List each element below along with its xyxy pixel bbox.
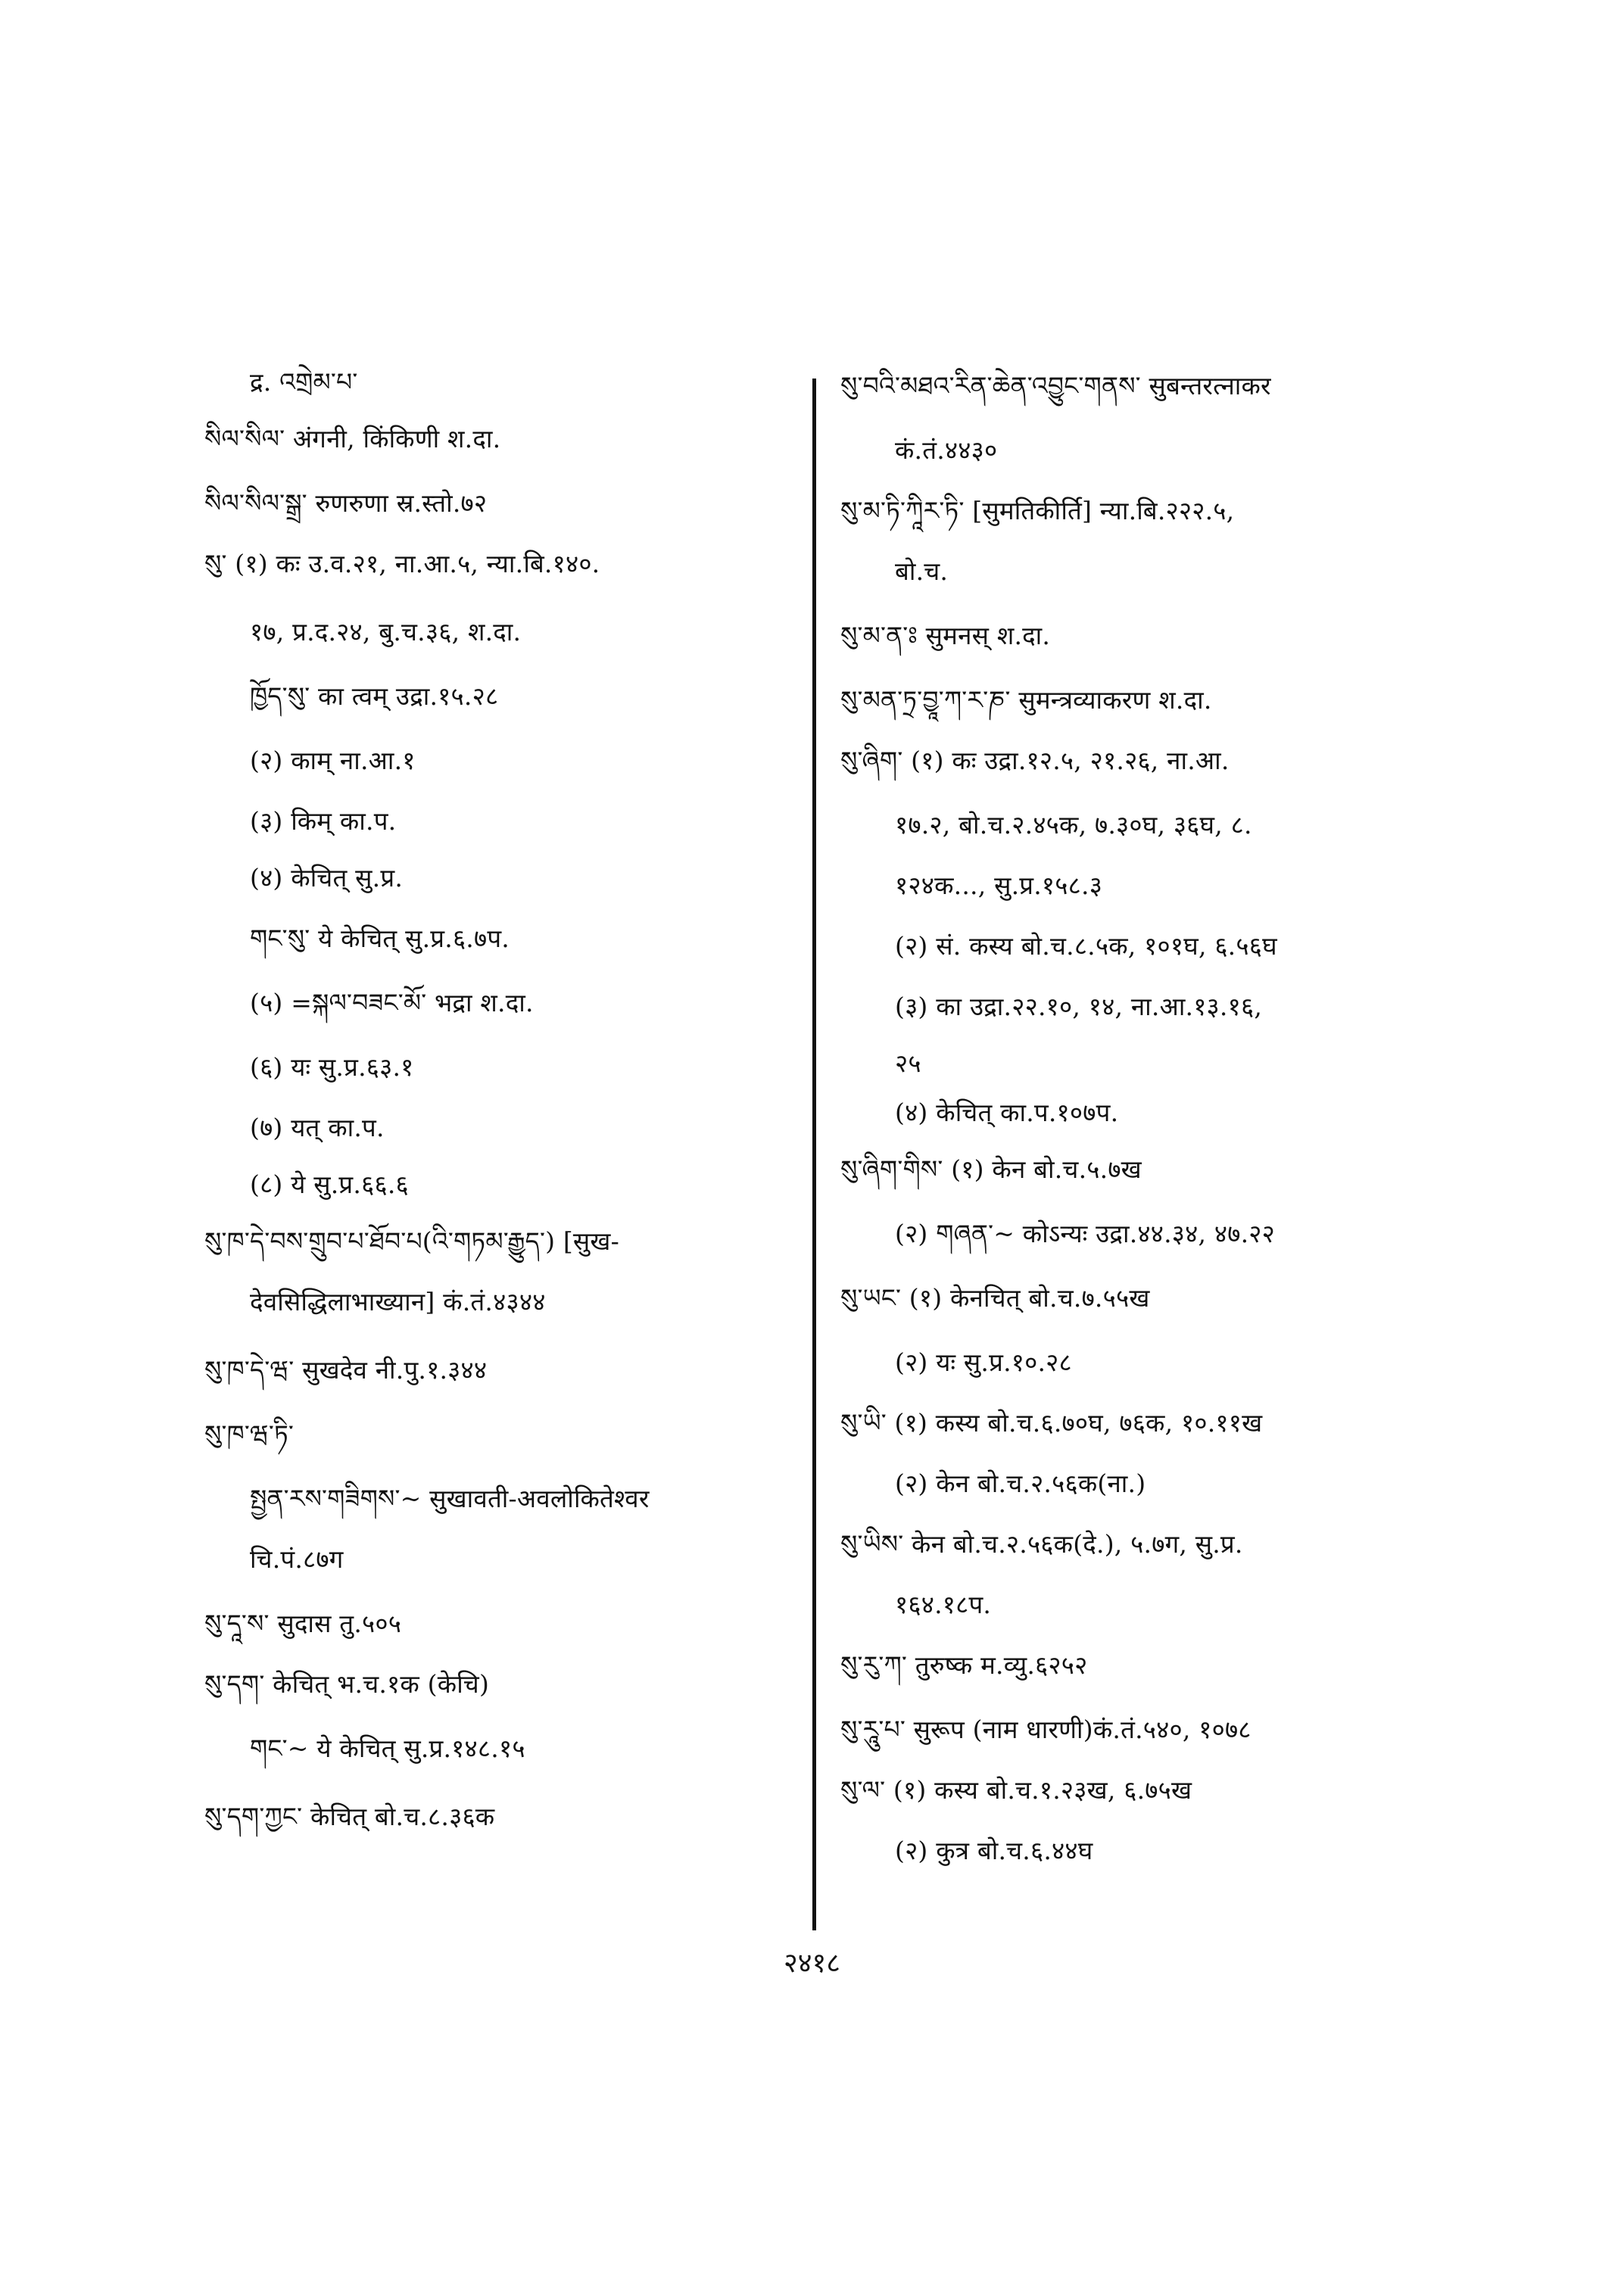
right-entry-line: २५ <box>895 1048 921 1078</box>
right-entry-line: སུ་རཱུ་པ་ सुरूप (नाम धारणी)कं.तं.५४०, १०७८ <box>840 1715 1252 1744</box>
left-entry-line: देवसिद्धिलाभाख्यान] कं.तं.४३४४ <box>250 1287 546 1316</box>
right-entry-line: १७.२, बो.च.२.४५क, ७.३०घ, ३६घ, ८. <box>895 810 1252 840</box>
right-entry-line: སུ་ཡི་ (१) कस्य बो.च.६.७०घ, ७६क, १०.११ख <box>840 1408 1263 1438</box>
right-entry-line: སུ་ཞིག་ (१) कः उद्रा.१२.५, २१.२६, ना.आ. <box>840 746 1230 775</box>
left-entry-line: (३) किम् का.प. <box>250 806 397 836</box>
right-entry-line: (२) གཞན་~ कोऽन्यः उद्रा.४४.३४, ४७.२२ <box>895 1219 1276 1248</box>
right-entry-line: (२) यः सु.प्र.१०.२८ <box>895 1347 1072 1377</box>
left-entry-line: (२) काम् ना.आ.१ <box>250 746 416 775</box>
right-entry-line: སུ་མ་ན་ཿ सुमनस् श.दा. <box>840 621 1051 650</box>
right-entry-line: (२) कुत्र बो.च.६.४४घ <box>895 1836 1093 1865</box>
right-entry-line: སུ་ཞིག་གིས་ (१) केन बो.च.५.७ख <box>840 1154 1142 1184</box>
left-entry-line: (७) यत् का.प. <box>250 1113 385 1142</box>
left-entry-line: १७, प्र.द.२४, बु.च.३६, श.दा. <box>250 617 522 646</box>
left-entry-line: ཁྱོད་སུ་ का त्वम् उद्रा.१५.२८ <box>250 681 499 711</box>
right-entry-line: कं.तं.४४३० <box>895 435 998 465</box>
right-entry-line: སུ་མན་ཏྲ་བྱཱ་ཀ་ར་ཎ་ सुमन्त्रव्याकरण श.दा. <box>840 685 1212 715</box>
column-divider <box>812 379 816 1930</box>
right-entry-line: (२) केन बो.च.२.५६क(ना.) <box>895 1469 1146 1498</box>
left-entry-line: द्र. འགྲེམ་པ་ <box>250 367 358 397</box>
left-entry-line: སུ་ (१) कः उ.व.२१, ना.आ.५, न्या.बि.१४०. <box>204 549 600 578</box>
right-entry-line: སུ་ལ་ (१) कस्य बो.च.१.२३ख, ६.७५ख <box>840 1775 1192 1805</box>
right-entry-line: १६४.१८प. <box>895 1590 992 1619</box>
right-entry-line: སུ་མ་ཏི་ཀཱིར་ཏི་ [सुमतिकीर्ति] न्या.बि.२२२.५, <box>840 496 1235 525</box>
right-entry-line: སུ་ཡང་ (१) केनचित् बो.च.७.५५ख <box>840 1283 1150 1313</box>
right-entry-line: बो.च. <box>895 556 949 586</box>
left-entry-line: གང་སུ་ ये केचित् सु.प्र.६.७प. <box>250 924 510 953</box>
right-entry-line: १२४क..., सु.प्र.१५८.३ <box>895 871 1103 900</box>
left-entry-line: སིལ་སིལ་སྒྲ་ रुणरुणा स्र.स्तो.७२ <box>204 488 488 518</box>
left-entry-line: སུ་ཁ་དེ་བས་གྲུབ་པ་ཐོབ་པ(འི་གཏམ་རྒྱུད་) [सुख- <box>204 1226 619 1256</box>
page-number: २४१८ <box>784 1948 840 1979</box>
left-entry-line: གང་~ ये केचित् सु.प्र.१४८.१५ <box>250 1734 525 1763</box>
left-entry-line: སུ་ཁ་ཝ་ཏི་ <box>204 1419 295 1449</box>
left-entry-line: (६) यः सु.प्र.६३.१ <box>250 1052 414 1082</box>
left-entry-line: (४) केचित् सु.प्र. <box>250 863 404 893</box>
right-entry-line: (४) केचित् का.प.१०७प. <box>895 1098 1119 1127</box>
right-entry-line: (२) सं. कस्य बो.च.८.५क, १०१घ, ६.५६घ <box>895 931 1277 961</box>
left-entry-line: སུ་དག་ केचित् भ.च.१क (केचि) <box>204 1669 490 1699</box>
left-entry-line: སུ་དག་ཀྱང་ केचित् बो.च.८.३६क <box>204 1802 495 1831</box>
right-entry-line: སུ་བའི་མཐའ་རིན་ཆེན་འབྱུང་གནས་ सुबन्तरत्नाकर <box>840 371 1271 400</box>
right-entry-line: (३) का उद्रा.२२.१०, १४, ना.आ.१३.१६, <box>895 992 1263 1021</box>
right-entry-line: སུ་ཡིས་ केन बो.च.२.५६क(दे.), ५.७ग, सु.प्र. <box>840 1529 1243 1559</box>
left-entry-line: चि.पं.८७ग <box>250 1544 344 1574</box>
left-entry-line: སུ་དཱ་ས་ सुदास तु.५०५ <box>204 1609 402 1638</box>
right-entry-line: སུ་རུ་ཀ་ तुरुष्क म.व्यु.६२५२ <box>840 1650 1088 1680</box>
left-entry-line: (५) =སྐལ་བཟང་མོ་ भद्रा श.दा. <box>250 988 534 1017</box>
left-entry-line: (८) ये सु.प्र.६६.६ <box>250 1170 409 1199</box>
left-entry-line: སིལ་སིལ་ अंगनी, किंकिणी श.दा. <box>204 424 501 453</box>
left-entry-line: སུ་ཁ་དེ་ཝ་ सुखदेव नी.पु.१.३४४ <box>204 1355 488 1385</box>
left-entry-line: སྤྱན་རས་གཟིགས་~ सुखावती-अवलोकितेश्वर <box>250 1484 650 1513</box>
